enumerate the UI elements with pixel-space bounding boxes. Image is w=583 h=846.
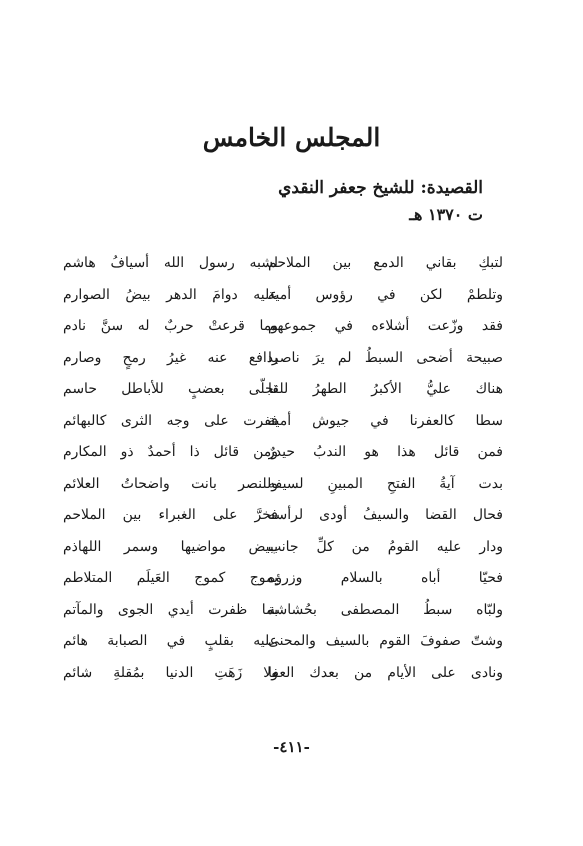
- verse-second-hemistich: عليه دوامَ الدهر بيضُ الصوارم: [63, 286, 278, 303]
- verse-second-hemistich: فخرَّ على الغبراء بين الملاحم: [63, 507, 278, 523]
- verse-first-hemistich: صبيحة أضحى السبطُ لم يرَ ناصرا: [268, 349, 503, 366]
- verse-second-hemistich: يدافع عنه غيرُ رمحٍ وصارم: [63, 349, 278, 366]
- chapter-title: المجلس الخامس: [202, 123, 381, 152]
- verse-second-hemistich: بما ظفرت أيدي الجوى والمآتم: [63, 601, 278, 618]
- verse-second-hemistich: وللنصر بانت واضحاتُ العلائم: [63, 475, 278, 492]
- verse-first-hemistich: بدت آيةُ الفتحِ المبينِ لسيفه: [268, 475, 503, 492]
- verse-first-hemistich: فقد وزّعت أشلاءه في جموعهم: [268, 318, 503, 334]
- verse-column-right: [268, 248, 503, 689]
- verse-second-hemistich: ولا زَهَتِ الدنيا بمُقلةِ شائم: [63, 664, 278, 681]
- verse-second-hemistich: عليه بقلبٍ في الصبابة هائم: [63, 633, 278, 649]
- verse-first-hemistich: وشتّ صفوفَ القوم بالسيف والمحنى: [268, 633, 503, 649]
- verse-second-hemistich: ببيض مواضيها وسمر اللهاذم: [63, 538, 278, 555]
- verse-column-left: [63, 248, 278, 689]
- poem-heading: القصيدة: للشيخ جعفر النقدي: [278, 178, 483, 198]
- verse-first-hemistich: سطا كالعفرنا في جيوش أمية: [268, 412, 503, 429]
- verse-first-hemistich: هناك عليُّ الأكبرُ الطهرُ للقا: [268, 381, 503, 397]
- verse-first-hemistich: فمن قائل هذا هو الندبُ حيدرٌ: [268, 444, 503, 460]
- verse-second-hemistich: ففرت على وجه الثرى كالبهائم: [63, 412, 278, 429]
- verse-first-hemistich: ولبّاه سبطُ المصطفى بحُشاشة: [268, 601, 503, 618]
- verse-first-hemistich: ونادى على الأيام من بعدك العفا: [268, 664, 503, 681]
- verse-second-hemistich: وما قرعتْ حربٌ له سنَّ نادم: [63, 318, 278, 334]
- verse-second-hemistich: لشبه رسول الله أسيافُ هاشم: [63, 255, 278, 271]
- verse-first-hemistich: لتبكِ بقاني الدمع بين الملاحم: [268, 255, 503, 271]
- verse-first-hemistich: فحيّا أباه بالسلام وزرؤه: [268, 570, 503, 586]
- verse-first-hemistich: فحال القضا والسيفُ أودى لرأسه: [268, 507, 503, 523]
- verse-first-hemistich: وتلطمْ لكن في رؤوس أمية: [268, 286, 503, 303]
- verse-second-hemistich: تجلّى بعضبٍ للأباطل حاسم: [63, 381, 278, 397]
- verse-first-hemistich: ودار عليه القومُ من كلِّ جانب: [268, 538, 503, 555]
- verse-second-hemistich: ومن قائل ذا أحمدٌ ذو المكارم: [63, 444, 278, 460]
- verse-second-hemistich: يموج كموج العَيلَم المتلاطم: [63, 570, 278, 586]
- poet-death-date: ت ١٣٧٠ هـ: [409, 205, 483, 224]
- page-number: -٤١١-: [273, 738, 310, 756]
